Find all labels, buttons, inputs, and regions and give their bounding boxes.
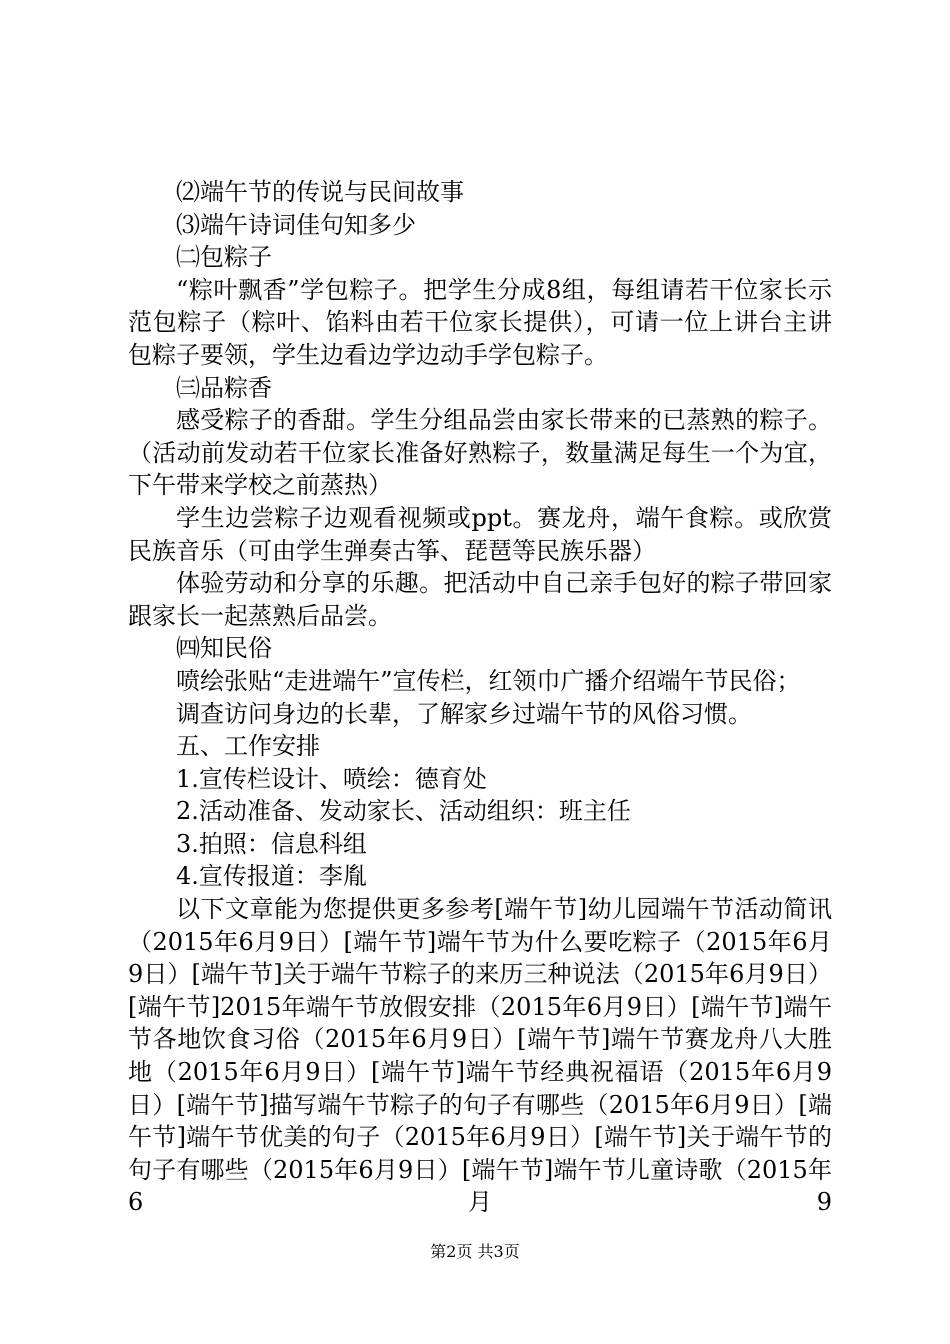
- list-item: 3.拍照：信息科组: [176, 829, 367, 858]
- paragraph: 体验劳动和分享的乐趣。把活动中自己亲手包好的粽子带回家跟家长一起蒸熟后品尝。: [128, 569, 832, 630]
- section-heading: 五、工作安排: [176, 732, 320, 761]
- page-footer: 第2页 共3页: [430, 1242, 520, 1261]
- section-heading: ㈣知民俗: [176, 634, 272, 663]
- paragraph: 调查访问身边的长辈，了解家乡过端午节的风俗习惯。: [176, 699, 752, 728]
- list-item: 1.宣传栏设计、喷绘：德育处: [176, 764, 487, 793]
- paragraph: 学生边尝粽子边观看视频或ppt。赛龙舟，端午食粽。或欣赏民族音乐（可由学生弹奏古筝、琵琶等民族乐器）: [128, 503, 832, 565]
- related-articles: 以下文章能为您提供更多参考[端午节]幼儿园端午节活动简讯（2015年6月9日）[端午节]端午节为什么要吃粽子（2015年6月9日）[端午节]关于端午节粽子的来历三种说法（2015年6月9日）[端午节]2015年端午节放假安排（2015年6月9日）[端午节]端午节各地饮食习俗（2015年6月9日）[端午节]端午节赛龙舟八大胜地（2015年6月9日）[端午节]端午节经典祝福语（2015年6月9日）[端午节]描写端午节粽子的句子有哪些（2015年6月9日）[端午节]端午节优美的句子（2015年6月9日）[端午节]关于端午节的句子有哪些（2015年6月9日）[端午节]端午节儿童诗歌（2015年6月9: [128, 895, 832, 1217]
- section-heading: ㈢品粽香: [176, 373, 272, 402]
- list-item: 4.宣传报道：李胤: [176, 862, 367, 891]
- paragraph: “粽叶飘香”学包粽子。把学生分成8组，每组请若干位家长示范包粽子（粽叶、馅料由若干位家长提供），可请一位上讲台主讲包粽子要领，学生边看边学边动手学包粽子。: [128, 275, 832, 369]
- list-item: 2.活动准备、发动家长、活动组织：班主任: [176, 797, 631, 826]
- document-body: [128, 176, 832, 1219]
- paragraph: 感受粽子的香甜。学生分组品尝由家长带来的已蒸熟的粽子。（活动前发动若干位家长准备好熟粽子，数量满足每生一个为宜，下午带来学校之前蒸热）: [128, 406, 832, 500]
- paragraph: 喷绘张贴“走进端午”宣传栏，红领巾广播介绍端午节民俗；: [176, 666, 801, 695]
- paragraph: ⑵端午节的传说与民间故事: [176, 178, 464, 206]
- paragraph: ⑶端午诗词佳句知多少: [176, 210, 416, 239]
- section-heading: ㈡包粽子: [176, 243, 272, 272]
